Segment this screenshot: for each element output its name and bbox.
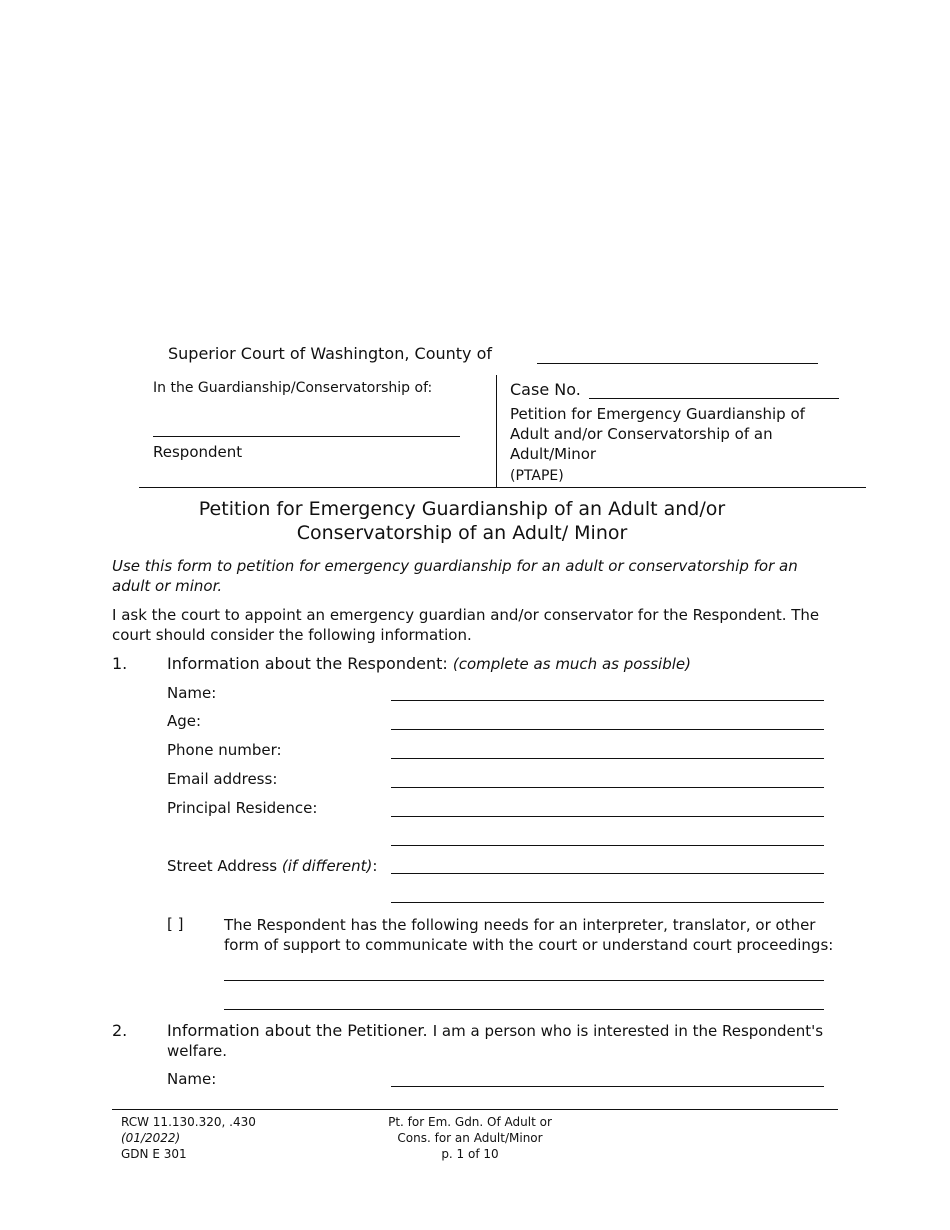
section2-heading [167,1021,837,1061]
resp-email-label: Email address: [167,770,278,788]
resp-street-field-1[interactable] [391,873,824,874]
footer-form-id: GDN E 301 [121,1147,187,1161]
resp-phone-label: Phone number: [167,741,282,759]
resp-age-label: Age: [167,712,202,730]
page-title-line1: Petition for Emergency Guardianship of an Adult and/or [198,498,726,520]
section2-heading-text: Information about the Petitioner. [167,1021,428,1040]
court-name: Superior Court of Washington, County of [168,344,493,363]
resp-residence-field-1[interactable] [391,816,824,817]
caption-bottom-rule [139,487,866,488]
resp-street-label [167,857,377,875]
street-label-text: Street Address [167,857,278,875]
interpreter-text: The Respondent has the following needs for an interpreter, translator, or other form of support to communicate with the court or understand court proceedings: [224,916,834,954]
county-field[interactable] [537,363,818,364]
page-title [112,497,812,545]
caption-label: In the Guardianship/Conservatorship of: [153,380,433,396]
interpreter-field-1[interactable] [224,980,824,981]
resp-age-field[interactable] [391,729,824,730]
intro-text: I ask the court to appoint an emergency guardian and/or conservator for the Respondent. The court should consider the following information. [112,606,820,644]
footer-short-title-1: Pt. for Em. Gdn. Of Adult or [388,1115,552,1129]
resp-street-field-2[interactable] [391,902,824,903]
resp-name-label: Name: [167,684,217,702]
caption-divider [496,375,497,488]
case-no-field[interactable] [589,398,839,399]
interpreter-checkbox[interactable]: [ ] [167,915,184,933]
footer-rcw: RCW 11.130.320, .430 [121,1115,256,1129]
resp-phone-field[interactable] [391,758,824,759]
interpreter-field-2[interactable] [224,1009,824,1010]
street-label-note: (if different) [281,857,373,875]
resp-email-field[interactable] [391,787,824,788]
pet-name-field[interactable] [391,1086,824,1087]
case-no-label: Case No. [510,380,581,399]
footer-rule [112,1109,838,1110]
footer-date: (01/2022) [121,1131,181,1145]
respondent-label: Respondent [153,443,243,461]
section2-heading-rest: I am a person who is interested in the Respondent's welfare. [167,1022,824,1060]
pet-name-label: Name: [167,1070,217,1088]
footer-page: p. 1 of 10 [441,1147,499,1161]
footer-left [121,1114,256,1162]
section1-heading-note: (complete as much as possible) [452,655,691,673]
section2-number: 2. [112,1021,128,1040]
resp-residence-field-2[interactable] [391,845,824,846]
resp-residence-label: Principal Residence: [167,799,318,817]
respondent-name-field[interactable] [153,436,460,437]
doc-code: (PTAPE) [510,468,564,484]
resp-name-field[interactable] [391,700,824,701]
section1-heading [167,654,691,673]
caption-doc-title: Petition for Emergency Guardianship of Adult and/or Conservatorship of an Adult/Minor [510,405,805,463]
street-label-colon: : [372,857,378,875]
instructions: Use this form to petition for emergency guardianship for an adult or conservatorship for an adult or minor. [112,557,798,595]
section1-heading-text: Information about the Respondent: [167,654,448,673]
footer-short-title-2: Cons. for an Adult/Minor [397,1131,543,1145]
page-title-line2: Conservatorship of an Adult/ Minor [296,522,628,544]
footer-center [355,1114,585,1162]
section1-number: 1. [112,654,128,673]
